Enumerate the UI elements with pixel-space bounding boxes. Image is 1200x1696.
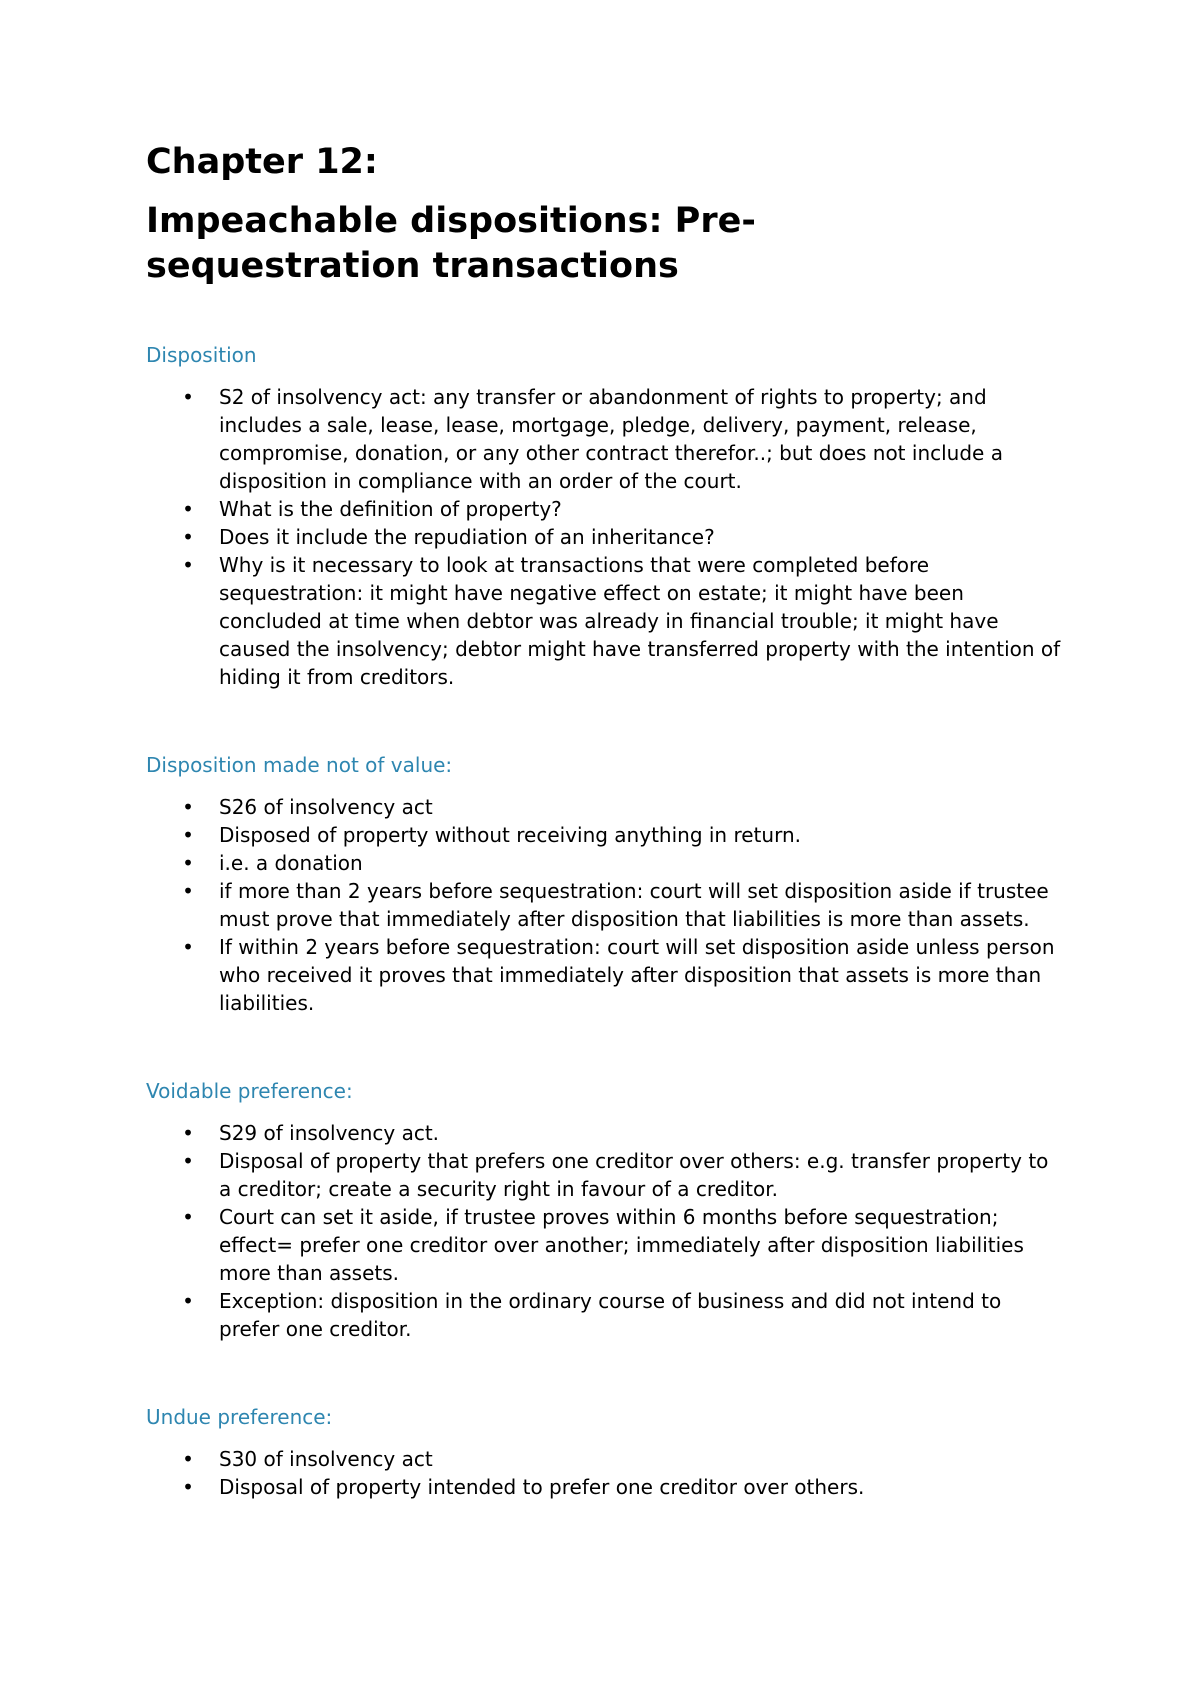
bullet-list [146, 383, 1066, 691]
list-item-text: Court can set it aside, if trustee proves within 6 months before sequestration; effect= prefer one creditor over another; immediately after disposition liabilities more than assets. [219, 1205, 1024, 1285]
section-disposition [146, 341, 1066, 691]
list-item [146, 793, 1066, 821]
bullet-icon: • [182, 1205, 194, 1229]
bullet-icon: • [182, 851, 194, 875]
list-item [146, 1473, 1066, 1501]
list-item [146, 849, 1066, 877]
section-heading: Undue preference: [146, 1405, 333, 1429]
bullet-icon: • [182, 795, 194, 819]
list-item-text: Exception: disposition in the ordinary course of business and did not intend to prefer one creditor. [219, 1289, 1002, 1341]
list-item-text: Disposal of property intended to prefer one creditor over others. [219, 1475, 865, 1499]
list-item [146, 933, 1066, 1017]
list-item-text: Why is it necessary to look at transactions that were completed before sequestration: it might have negative effect on estate; it might have been concluded at time when debtor was already in financial trouble; it might have caused the insolvency; debtor might have transferred property with the intention of hiding it from creditors. [219, 553, 1061, 689]
bullet-list [146, 1445, 1066, 1501]
section-heading: Disposition [146, 343, 257, 367]
list-item [146, 877, 1066, 933]
list-item-text: S30 of insolvency act [219, 1447, 433, 1471]
bullet-list [146, 1119, 1066, 1343]
bullet-icon: • [182, 823, 194, 847]
list-item-text: i.e. a donation [219, 851, 363, 875]
list-item-text: if more than 2 years before sequestration: court will set disposition aside if trustee must prove that immediately after disposition that liabilities is more than assets. [219, 879, 1049, 931]
list-item-text: If within 2 years before sequestration: court will set disposition aside unless person who received it proves that immediately after disposition that assets is more than liabilities. [219, 935, 1055, 1015]
list-item-text: Disposed of property without receiving anything in return. [219, 823, 801, 847]
list-item [146, 1119, 1066, 1147]
list-item [146, 821, 1066, 849]
chapter-subtitle: Impeachable dispositions: Pre-sequestration transactions [146, 201, 756, 286]
section-undue-preference [146, 1403, 1066, 1501]
bullet-icon: • [182, 1149, 194, 1173]
bullet-icon: • [182, 1121, 194, 1145]
list-item-text: S29 of insolvency act. [219, 1121, 440, 1145]
section-voidable-preference [146, 1077, 1066, 1343]
list-item-text: Disposal of property that prefers one creditor over others: e.g. transfer property to a creditor; create a security right in favour of a creditor. [219, 1149, 1049, 1201]
bullet-icon: • [182, 1447, 194, 1471]
bullet-icon: • [182, 525, 194, 549]
list-item [146, 1287, 1066, 1343]
list-item [146, 523, 1066, 551]
list-item [146, 1147, 1066, 1203]
list-item [146, 495, 1066, 523]
bullet-icon: • [182, 497, 194, 521]
list-item-text: S26 of insolvency act [219, 795, 433, 819]
bullet-list [146, 793, 1066, 1017]
bullet-icon: • [182, 553, 194, 577]
chapter-title: Chapter 12: [146, 142, 378, 182]
document-page [146, 140, 1066, 1501]
list-item-text: S2 of insolvency act: any transfer or abandonment of rights to property; and includes a sale, lease, lease, mortgage, pledge, delivery, payment, release, compromise, donation, or any other contract therefor..; but does not include a disposition in compliance with an order of the court. [219, 385, 1003, 493]
section-heading: Disposition made not of value: [146, 753, 453, 777]
bullet-icon: • [182, 935, 194, 959]
bullet-icon: • [182, 879, 194, 903]
list-item-text: Does it include the repudiation of an inheritance? [219, 525, 715, 549]
list-item-text: What is the definition of property? [219, 497, 562, 521]
bullet-icon: • [182, 1475, 194, 1499]
section-heading: Voidable preference: [146, 1079, 353, 1103]
list-item [146, 1203, 1066, 1287]
bullet-icon: • [182, 385, 194, 409]
list-item [146, 383, 1066, 495]
section-disposition-not-of-value [146, 751, 1066, 1017]
list-item [146, 551, 1066, 691]
list-item [146, 1445, 1066, 1473]
bullet-icon: • [182, 1289, 194, 1313]
